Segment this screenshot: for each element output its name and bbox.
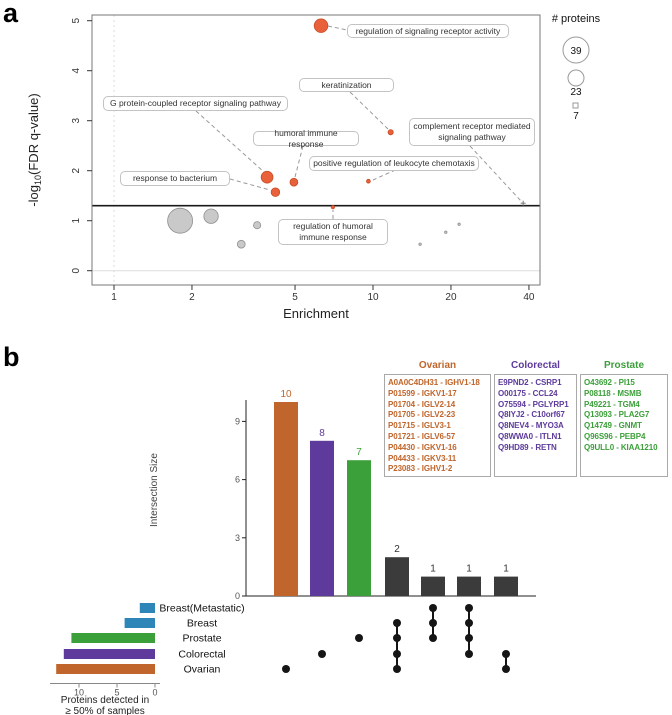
protein-list-item: P01705 - IGLV2-23 [388, 410, 456, 420]
protein-list-item: P01721 - IGLV6-57 [388, 431, 456, 441]
protein-list-item: P49221 - TGM4 [584, 399, 640, 409]
set-size-axis-title: ≥ 50% of samples [65, 706, 145, 715]
membership-dot [393, 650, 401, 658]
y-tick-label: 0 [71, 267, 82, 274]
protein-list-item: O43692 - PI15 [584, 378, 635, 387]
protein-list-item: Q9ULL0 - KIAA1210 [584, 442, 658, 452]
membership-dot [393, 634, 401, 642]
significant-bubble [331, 206, 334, 209]
protein-list-item: O75594 - PGLYRP1 [498, 399, 569, 409]
intersection-count: 1 [503, 563, 509, 575]
intersection-bar [385, 557, 409, 596]
set-label: Breast(Metastatic) [159, 602, 245, 615]
go-term-label [120, 171, 230, 186]
nonsignificant-bubble [204, 209, 218, 223]
significant-bubble [314, 19, 328, 33]
nonsignificant-bubble [445, 231, 447, 233]
protein-list-item: P04430 - IGKV1-16 [388, 442, 457, 452]
go-term-label [409, 118, 535, 146]
x-tick-label: 5 [292, 292, 298, 303]
set-size-axis-title: Proteins detected in [60, 695, 150, 706]
x-tick-label: 20 [445, 292, 457, 303]
protein-list-item: P01704 - IGLV2-14 [388, 399, 456, 409]
intersection-count: 2 [394, 544, 400, 556]
protein-list-title: Ovarian [418, 360, 457, 371]
protein-list-item: Q8NEV4 - MYO3A [498, 421, 564, 431]
y-axis-title: $-\log_{10}(FDR$ q-value) [26, 93, 43, 207]
intersection-count: 10 [280, 389, 292, 400]
label-connector [350, 92, 388, 129]
set-label: Breast [186, 617, 218, 630]
set-size-bar [140, 603, 155, 613]
protein-list-item: A0A0C4DH31 - IGHV1-18 [388, 378, 480, 387]
protein-list-item: P01599 - IGKV1-17 [388, 388, 457, 398]
nonsignificant-bubble [237, 240, 245, 248]
go-term-label [299, 78, 394, 92]
y-tick-label: 2 [71, 167, 82, 174]
go-term-label-text: G protein-coupled receptor signaling pathway [109, 98, 282, 109]
protein-list-item: E9PND2 - CSRP1 [498, 378, 562, 387]
set-size-tick-label: 10 [73, 687, 85, 698]
significant-bubble [271, 188, 280, 197]
protein-list-item: P23083 - IGHV1-2 [388, 464, 453, 474]
membership-dot [393, 665, 401, 673]
protein-list-title: Prostate [603, 360, 644, 371]
intersection-bar [310, 441, 334, 596]
intersection-count: 8 [319, 427, 325, 439]
protein-list-title: Colorectal [511, 360, 560, 371]
intersection-count: 7 [356, 447, 362, 459]
significant-bubble [290, 178, 298, 186]
significant-bubble [261, 171, 273, 183]
intersection-bar [274, 402, 298, 596]
go-term-label-text: signaling pathway [438, 132, 506, 142]
go-term-label [347, 24, 509, 38]
size-legend-marker [568, 70, 584, 86]
protein-list-item: O00175 - CCL24 [498, 388, 558, 398]
membership-dot [355, 634, 363, 642]
membership-dot [465, 650, 473, 658]
set-size-bar [64, 649, 155, 659]
go-term-label-text: positive regulation of leukocyte chemotaxis [313, 158, 475, 169]
protein-list-item: Q8IYJ2 - C10orf67 [498, 410, 565, 420]
membership-dot [502, 650, 510, 658]
protein-list-item: Q96S96 - PEBP4 [584, 431, 646, 441]
set-label: Prostate [182, 632, 222, 645]
upset-y-tick-label: 0 [234, 591, 240, 601]
go-term-label-text: regulation of humoral [293, 221, 373, 232]
upset-y-tick-label: 9 [234, 416, 240, 427]
label-connector [328, 26, 347, 30]
protein-list-item: Q14749 - GNMT [584, 421, 642, 431]
membership-dot [393, 619, 401, 627]
go-term-label-text: keratinization [321, 79, 372, 90]
y-tick-label: 1 [71, 217, 82, 224]
y-tick-label: 4 [71, 67, 82, 74]
panel-b-letter: b [3, 342, 20, 372]
nonsignificant-bubble [254, 222, 261, 229]
intersection-bar [494, 577, 518, 596]
protein-list-box [384, 374, 491, 477]
protein-list-item: P08118 - MSMB [584, 388, 642, 398]
label-connector [470, 146, 521, 201]
protein-list-item: P01715 - IGLV3-1 [388, 421, 451, 431]
size-legend-count: 7 [573, 111, 579, 122]
membership-dot [465, 604, 473, 612]
significant-bubble [367, 179, 371, 183]
set-size-bar [125, 618, 155, 628]
go-term-label [309, 156, 479, 171]
protein-list-item: Q13093 - PLA2G7 [584, 410, 650, 420]
x-tick-label: 40 [523, 292, 535, 303]
intersection-count: 1 [466, 563, 472, 575]
protein-list-item: Q9HD89 - RETN [498, 442, 557, 452]
protein-list-box [494, 374, 577, 477]
size-legend-title: # proteins [551, 13, 601, 25]
set-size-bar [71, 633, 155, 643]
go-term-label [253, 127, 359, 149]
go-term-label-text: complement receptor mediated [413, 121, 531, 132]
x-tick-label: 2 [189, 292, 195, 303]
upset-y-tick-label: 6 [234, 474, 240, 485]
membership-dot [429, 604, 437, 612]
protein-list-item: P04433 - IGKV3-11 [388, 453, 457, 463]
x-axis-title: Enrichment [283, 306, 349, 321]
protein-list-item: Q8WWA0 - ITLN1 [498, 431, 562, 441]
size-legend-count: 23 [570, 87, 582, 98]
panel-a-letter: a [3, 0, 19, 28]
membership-dot [318, 650, 326, 658]
membership-dot [465, 634, 473, 642]
membership-dot [429, 619, 437, 627]
set-size-tick-label: 0 [152, 687, 158, 698]
significant-bubble [388, 130, 393, 135]
membership-dot [282, 665, 290, 673]
protein-list-box [580, 374, 668, 477]
upset-y-tick-label: 3 [234, 532, 240, 543]
go-term-label [278, 219, 388, 245]
x-tick-label: 1 [111, 292, 117, 303]
y-tick-label: 5 [71, 17, 82, 24]
nonsignificant-bubble [419, 243, 421, 245]
membership-dot [502, 665, 510, 673]
size-legend-count: 39 [570, 46, 582, 57]
go-term-label-text: immune response [299, 232, 367, 242]
set-size-tick-label: 5 [114, 687, 120, 698]
go-term-label-text: regulation of signaling receptor activity [355, 25, 501, 36]
membership-dot [465, 619, 473, 627]
size-legend-marker [573, 103, 578, 108]
nonsignificant-bubble [168, 208, 193, 233]
intersection-bar [421, 577, 445, 596]
go-term-label [103, 96, 288, 111]
intersection-bar [347, 460, 371, 596]
intersection-count: 1 [430, 563, 436, 575]
go-term-label-text: humoral immune response [274, 127, 338, 149]
nonsignificant-bubble [458, 223, 460, 225]
membership-dot [429, 634, 437, 642]
set-label: Ovarian [183, 663, 221, 676]
upset-y-axis-title: Intersection Size [149, 453, 160, 527]
set-size-bar [56, 664, 155, 674]
go-term-label-text: response to bacterium [132, 173, 218, 184]
set-label: Colorectal [178, 648, 226, 661]
label-connector [295, 146, 303, 177]
intersection-bar [457, 577, 481, 596]
x-tick-label: 10 [367, 292, 379, 303]
y-tick-label: 3 [71, 117, 82, 124]
